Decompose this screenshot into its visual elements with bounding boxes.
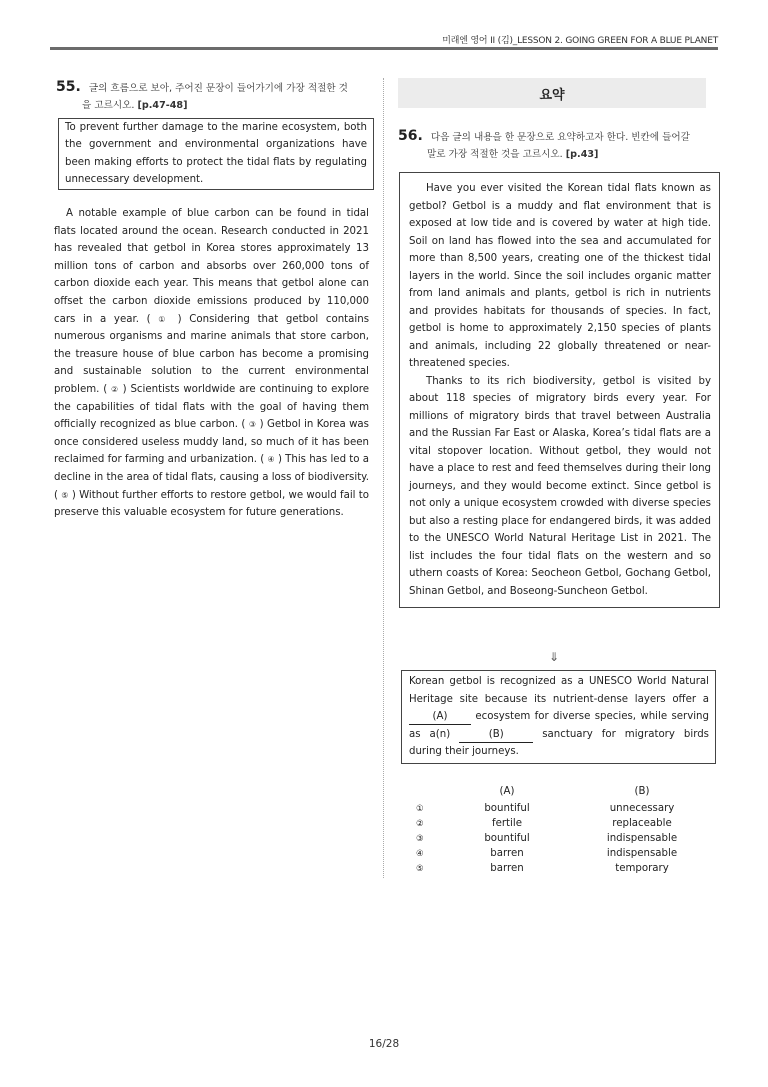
option-number: ④ bbox=[416, 848, 424, 859]
page-number: 16/28 bbox=[368, 1038, 400, 1050]
q55-passage-text: ) Getbol in Korea was once considered useless muddy land, so much of it has been reclaimed for farming and urbanization. ( bbox=[54, 419, 369, 466]
q55-marker-5: ⑤ bbox=[61, 490, 69, 500]
q55-passage-text: ) Scientists worldwide are continuing to explore the capabilities of tidal flats with the goal of having them officially recognized as blue carbon. ( bbox=[54, 383, 369, 431]
header-rule bbox=[50, 47, 718, 50]
q55-number: 55. bbox=[56, 79, 81, 95]
column-divider bbox=[383, 78, 384, 878]
q55-passage-text: ) Considering that getbol contains numerous organisms and marine animals that store carbon, the treasure house of blue carbon has become a promising and sustainable solution to the current environmental problem. ( bbox=[54, 313, 369, 395]
option-number: ② bbox=[416, 818, 424, 829]
option-number: ① bbox=[416, 803, 424, 814]
q55-marker-3: ③ bbox=[248, 420, 257, 430]
option-b: temporary bbox=[615, 863, 669, 874]
q55-instruction-line1: 글의 흐름으로 보아, 주어진 문장이 들어가기에 가장 적절한 것 bbox=[88, 83, 348, 94]
q55-heading bbox=[56, 79, 374, 114]
q55-passage-text: A notable example of blue carbon can be found in tidal flats located around the ocean. Research conducted in 2021 has revealed that getbol in Korea stores approximately 13 million tons of carbon and absorbs over 260,000 tons of carbon dioxide each year. This means that getbol alone can offset the carbon dioxide emissions produced by 110,000 cars in a year. ( bbox=[54, 208, 369, 325]
q56-paragraph-2: Thanks to its rich biodiversity, getbol is visited by about 118 species of migratory birds every year. For millions of migratory birds that travel between Australia and the Russian Far East or Alaska, Korea’s tidal flats are a vital stopover location. Without getbol, they would not have a place to rest and feed themselves during their long journeys, and they would become extinct. Since getbol is not only a unique ecosystem crowded with diverse species but also a resting place for endangered birds, it was added to the UNESCO World Natural Heritage List in 2021. The list includes the four tidal flats on the western and so uthern coasts of Korea: Seocheon Getbol, Gochang Getbol, Shinan Getbol, and Boseong-Suncheon Getbol. bbox=[409, 375, 711, 597]
options-header-row bbox=[410, 783, 710, 799]
answer-options bbox=[410, 783, 710, 876]
summary-text: Korean getbol is recognized as a UNESCO World Natural Heritage site because its nutrient-dense layers offer a bbox=[409, 676, 709, 705]
option-b: indispensable bbox=[606, 848, 678, 859]
option-row-2[interactable] bbox=[410, 816, 710, 831]
q56-instruction-line1: 다음 글의 내용을 한 문장으로 요약하고자 한다. 빈칸에 들어갈 bbox=[430, 132, 690, 143]
blank-b: (B) bbox=[459, 728, 533, 743]
q56-heading bbox=[398, 128, 718, 163]
summary-text: ecosystem for diverse species, while serving as a(n) bbox=[409, 711, 709, 740]
q55-marker-4: ④ bbox=[267, 455, 275, 465]
option-row-4[interactable] bbox=[410, 846, 710, 861]
option-a: bountiful bbox=[484, 833, 530, 844]
q56-summary-box bbox=[401, 670, 716, 764]
summary-section-title: 요약 bbox=[539, 87, 565, 103]
option-row-3[interactable] bbox=[410, 831, 710, 846]
q56-paragraph-1: Have you ever visited the Korean tidal flats known as getbol? Getbol is a muddy and flat environment that is exposed at low tide and is covered by water at high tide. Soil on land has flowed into the sea and accumulated for more than 8,500 years, creating one of the thickest tidal layers in the world. Since the soil includes organic matter from land animals and plants, getbol is rich in nutrients and provides habitats for thousands of species. In fact, getbol is home to approximately 2,150 species of plants and animals, including 22 globally threatened or near-threatened species. bbox=[409, 183, 711, 369]
option-a: barren bbox=[490, 848, 524, 859]
summary-text: sanctuary for migratory birds during their journeys. bbox=[409, 728, 709, 757]
q55-passage-text: ) This has led to a decline in the area of tidal flats, causing a loss of biodiversity. ( bbox=[54, 454, 369, 501]
q55-marker-2: ② bbox=[111, 384, 119, 394]
blank-a: (A) bbox=[409, 710, 471, 725]
q55-instruction-line2: 을 고르시오. bbox=[82, 100, 135, 111]
q56-instruction-line2: 말로 가장 적절한 것을 고르시오. bbox=[427, 149, 563, 160]
summary-section-header bbox=[398, 78, 706, 108]
option-b: unnecessary bbox=[609, 803, 675, 814]
option-number: ⑤ bbox=[416, 863, 424, 874]
q55-marker-1: ① bbox=[158, 314, 170, 324]
q56-page-ref: [p.43] bbox=[565, 149, 599, 160]
q55-given-sentence: To prevent further damage to the marine ecosystem, both the government and environmental organizations have been making efforts to protect the tidal flats by regulating unnecessary development. bbox=[58, 118, 374, 190]
q55-page-ref: [p.47-48] bbox=[137, 100, 188, 111]
q55-passage-text: ) Without further efforts to restore getbol, we would fail to preserve this valuable ecosystem for future generations. bbox=[54, 489, 369, 519]
option-number: ③ bbox=[416, 833, 424, 844]
q56-number: 56. bbox=[398, 128, 423, 144]
option-b: indispensable bbox=[606, 833, 678, 844]
header-title: 미래엔 영어 II (김)_LESSON 2. GOING GREEN FOR A BLUE PLANET bbox=[442, 36, 718, 46]
option-b: replaceable bbox=[612, 818, 672, 829]
down-arrow-icon: ⇓ bbox=[549, 650, 560, 664]
options-header-b: (B) bbox=[634, 785, 650, 797]
options-header-a: (A) bbox=[499, 785, 515, 797]
option-row-5[interactable] bbox=[410, 861, 710, 876]
option-a: bountiful bbox=[484, 803, 530, 814]
q56-passage-box bbox=[399, 172, 720, 608]
option-a: fertile bbox=[492, 818, 522, 829]
option-a: barren bbox=[490, 863, 524, 874]
q55-passage bbox=[54, 205, 369, 522]
option-row-1[interactable] bbox=[410, 801, 710, 816]
